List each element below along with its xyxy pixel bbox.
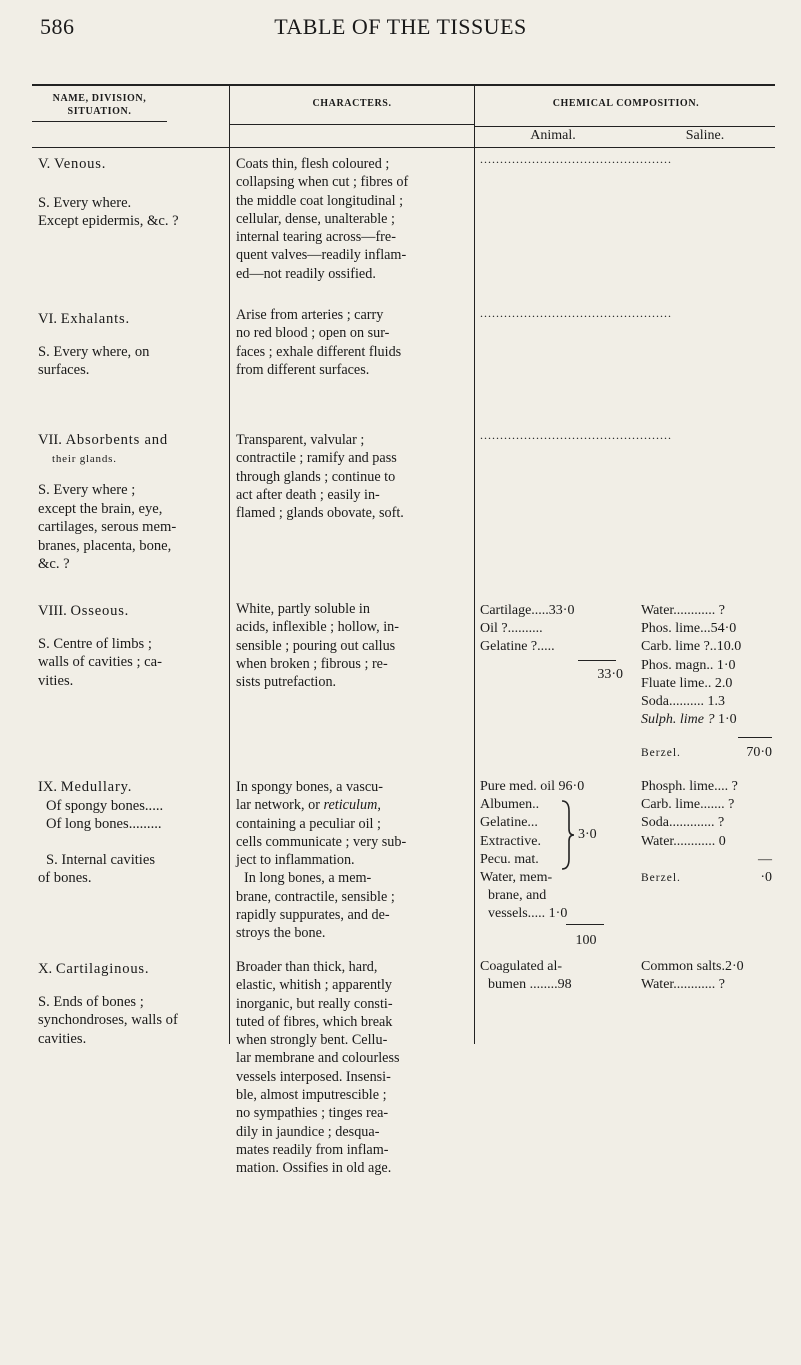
osseous-saline: Water............ ? Phos. lime...54·0 Carb. lime ?..10.0 Phos. magn.. 1·0 Fluate lime.. 2.0 Soda.......... 1.3 Sulph. lime ? 1·0 [641,603,742,728]
osseous-title: VIII. Osseous. [38,603,130,619]
column-header-name [32,92,167,118]
header-rule-left [32,121,167,122]
medullary-characters: In spongy bones, a vascu- lar network, or reticulum, containing a peculiar oil ; cells communicate ; very sub- ject to inflammation. In long bones, a mem- brane, contractile, sensible ; rapidly suppurates, and de- stroys the bone. [236,779,407,942]
osseous-animal-total: 33·0 [597,667,623,682]
cartilaginous-saline: Common salts.2·0 Water............ ? [641,959,744,993]
absorbents-name-cell: VII. Absorbents and their glands. S. Every where ; except the brain, eye, cartilages, serous mem- branes, placenta, bone, &c. ? [38,431,228,574]
column-header-name-line2: SITUATION. [67,106,132,117]
cartilaginous-characters: Broader than thick, hard, elastic, whitish ; apparently inorganic, but really consti- tuted of fibres, which break when strongly bent. Cellu- lar membrane and colourless vessels interposed. Insensi- ble, almost imputrescible ; no sympathies ; tinges rea- dily in jaundice ; desqua- mates readily from inflam- mation. Ossifies in old age. [236,959,400,1177]
medullary-animal: Pure med. oil 96·0 Albumen.. Gelatine... Extractive. Pecu. mat. Water, mem- brane, and vessels..... 1·0 [480,779,585,922]
osseous-animal-sum-rule [578,660,616,661]
venous-situation-2: Except epidermis, &c. ? [38,213,179,229]
absorbents-title: VII. Absorbents and [38,432,168,448]
medullary-animal-total: 100 [575,933,597,948]
brace-icon [560,799,576,871]
page-number: 586 [40,14,75,39]
medullary-animal-sum-rule [566,924,604,925]
column-header-characters: CHARACTERS. [312,98,392,109]
header-rule-mid [230,124,475,125]
header-bottom-rule [32,147,775,148]
absorbents-characters: Transparent, valvular ; contractile ; ramify and pass through glands ; continue to act after death ; easily in- flamed ; glands obovate, soft. [236,432,404,522]
venous-characters: Coats thin, flesh coloured ; collapsing when cut ; fibres of the middle coat longitudinal ; cellular, dense, unalterable ; internal tearing across—fre- quent valves—readily inflam- ed—not readily ossified. [236,156,409,282]
column-header-chemical: CHEMICAL COMPOSITION. [552,98,700,109]
medullary-sub-1: Of spongy bones..... [46,797,164,814]
osseous-berzel: Berzel. 70·0 [641,745,772,760]
osseous-name-cell: VIII. Osseous. S. Centre of limbs ; walls of cavities ; ca- vities. [38,602,228,690]
cartilaginous-name-cell: X. Cartilaginous. S. Ends of bones ; synchondroses, walls of cavities. [38,960,228,1048]
page-header [0,14,801,40]
column-header-animal: Animal. [530,128,576,143]
venous-situation-1: S. Every where. [38,194,132,211]
exhalants-situation-1: S. Every where, on [38,343,150,360]
column-header-saline: Saline. [685,128,725,143]
column-divider-1 [229,84,230,1044]
medullary-sub-2: Of long bones......... [46,816,162,832]
osseous-animal: Cartilage.....33·0 Oil ?.......... Gelatine ?..... [480,603,575,655]
osseous-saline-sum-rule [738,737,772,738]
venous-title: V. Venous. [38,156,107,172]
medullary-brace-value: 3·0 [578,827,597,842]
medullary-saline: Phosph. lime.... ? Carb. lime....... ? Soda............. ? Water............ 0 — Berzel. ·0 [641,779,772,886]
page-title: TABLE OF THE TISSUES [274,14,527,39]
venous-name-cell [38,155,228,231]
header-rule-right [475,126,775,127]
absorbents-subtitle: their glands. [52,452,117,465]
exhalants-name-cell [38,310,228,380]
medullary-name-cell: IX. Medullary. Of spongy bones..... Of long bones......... S. Internal cavities of bones. [38,778,228,888]
exhalants-title: VI. Exhalants. [38,311,130,327]
cartilaginous-title: X. Cartilaginous. [38,961,150,977]
column-header-name-line1: NAME, DIVISION, [52,93,147,104]
venous-composition-dots: ................................................ [480,152,672,166]
exhalants-characters: Arise from arteries ; carry no red blood ; open on sur- faces ; exhale different fluids from different surfaces. [236,307,402,378]
absorbents-composition-dots: ................................................ [480,428,672,442]
cartilaginous-animal: Coagulated al- bumen ........98 [480,959,572,993]
column-divider-2 [474,84,475,1044]
exhalants-situation-2: surfaces. [38,362,90,378]
medullary-title: IX. Medullary. [38,779,133,795]
osseous-characters: White, partly soluble in acids, inflexible ; hollow, in- sensible ; pouring out callus when broken ; fibrous ; re- sists putrefaction. [236,601,399,691]
table-top-rule [32,84,775,86]
exhalants-composition-dots: ................................................ [480,306,672,320]
